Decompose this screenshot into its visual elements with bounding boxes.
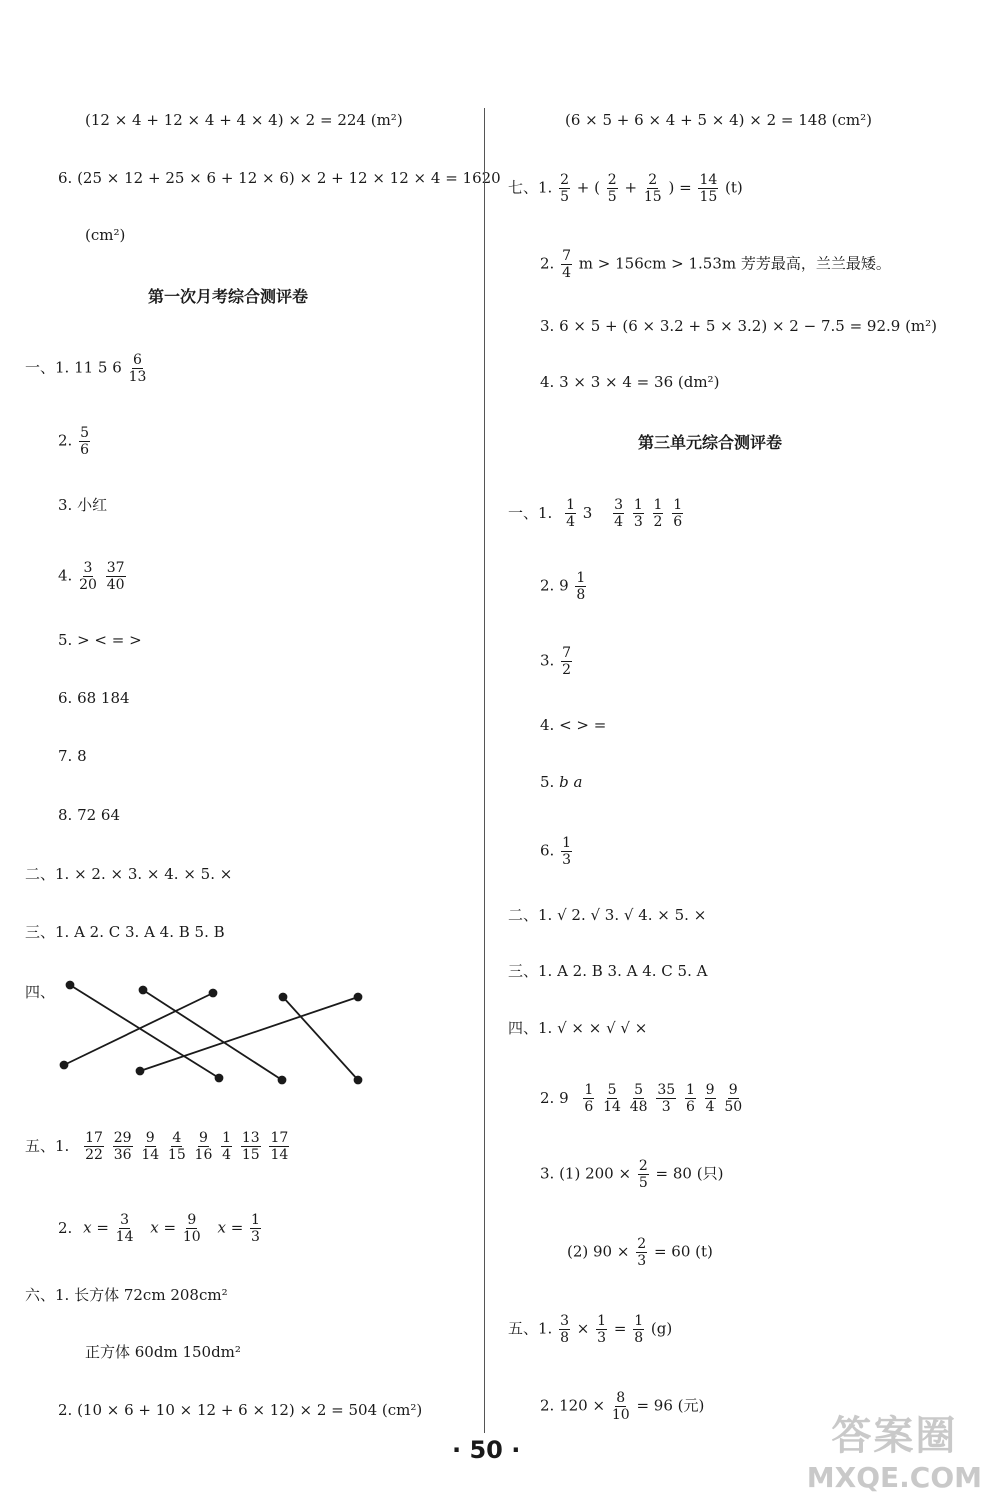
section-title: 第一次月考综合测评卷 bbox=[148, 287, 309, 306]
fraction: $\frac{1}{8}$ bbox=[576, 570, 586, 603]
match-dot bbox=[355, 994, 362, 1001]
fraction: $\frac{4}{15}$ bbox=[167, 1130, 186, 1163]
fraction: $\frac{1}{2}$ bbox=[653, 497, 663, 530]
fraction: $\frac{3}{14}$ bbox=[115, 1212, 134, 1245]
fraction: $\frac{1}{6}$ bbox=[673, 497, 683, 530]
fraction: $\frac{13}{15}$ bbox=[241, 1130, 260, 1163]
match-dot bbox=[61, 1062, 68, 1069]
fraction: $\frac{1}{4}$ bbox=[222, 1130, 232, 1163]
answer-line: 2. x = $\frac{3}{14}$ x = $\frac{9}{10}$ x = $\frac{1}{3}$ bbox=[58, 1212, 260, 1245]
fraction: $\frac{17}{22}$ bbox=[85, 1130, 103, 1163]
answer-line: 2. $\frac{5}{6}$ bbox=[58, 425, 90, 458]
fraction: $\frac{37}{40}$ bbox=[106, 560, 125, 593]
fraction: $\frac{6}{13}$ bbox=[128, 352, 147, 385]
answer-line: 五、1. $\frac{17}{22}$ $\frac{29}{36}$ $\frac{9}{14}$ $\frac{4}{15}$ $\frac{9}{16}$ $\frac{1}{4}$ $\frac{13}{15}$ $\frac{17}{14}$ bbox=[25, 1130, 289, 1163]
fraction: $\frac{2}{5}$ bbox=[607, 172, 617, 205]
answer-line: 4. 3 × 3 × 4 = 36 (dm²) bbox=[540, 373, 720, 391]
answer-line: 2. (10 × 6 + 10 × 12 + 6 × 12) × 2 = 504 (cm²) bbox=[58, 1401, 423, 1419]
answer-line: 3. 小红 bbox=[58, 496, 108, 514]
match-dot bbox=[140, 987, 147, 994]
fraction: $\frac{1}{6}$ bbox=[685, 1082, 695, 1115]
fraction: $\frac{1}{3}$ bbox=[633, 497, 643, 530]
fraction: $\frac{29}{36}$ bbox=[113, 1130, 132, 1163]
fraction: $\frac{2}{5}$ bbox=[638, 1158, 648, 1191]
page-number: · 50 · bbox=[452, 1436, 521, 1464]
answer-line: 2. 120 × $\frac{8}{10}$ = 96 (元) bbox=[540, 1390, 705, 1423]
match-dot bbox=[210, 990, 217, 997]
answer-line: 4. $\frac{3}{20}$ $\frac{37}{40}$ bbox=[58, 560, 125, 593]
answer-line: 3. 6 × 5 + (6 × 3.2 + 5 × 3.2) × 2 − 7.5 = 92.9 (m²) bbox=[540, 317, 938, 335]
answer-line: 6. 68 184 bbox=[58, 689, 130, 707]
matching-lines-diagram bbox=[40, 965, 380, 1095]
answer-line: 六、1. 长方体 72cm 208cm² bbox=[25, 1286, 228, 1304]
matching-line bbox=[70, 985, 219, 1078]
fraction: $\frac{1}{4}$ bbox=[566, 497, 576, 530]
fraction: $\frac{1}{3}$ bbox=[251, 1212, 260, 1245]
answer-line: 三、1. A 2. C 3. A 4. B 5. B bbox=[25, 923, 225, 941]
answer-line: 6. $\frac{1}{3}$ bbox=[540, 835, 572, 868]
answer-line: 4. < > = bbox=[540, 716, 607, 734]
answer-line: 一、1. $\frac{1}{4}$ 3 $\frac{3}{4}$ $\frac{1}{3}$ $\frac{1}{2}$ $\frac{1}{6}$ bbox=[508, 497, 683, 530]
answer-line: 三、1. A 2. B 3. A 4. C 5. A bbox=[508, 962, 708, 980]
fraction: $\frac{2}{3}$ bbox=[637, 1236, 647, 1269]
answer-line: 5. b a bbox=[540, 773, 583, 791]
fraction: $\frac{35}{3}$ bbox=[657, 1082, 676, 1115]
answer-line: 3. (1) 200 × $\frac{2}{5}$ = 80 (只) bbox=[540, 1158, 724, 1191]
matching-line bbox=[140, 997, 358, 1071]
answer-line: 一、1. 11 5 6 $\frac{6}{13}$ bbox=[25, 352, 147, 385]
answer-line: 3. $\frac{7}{2}$ bbox=[540, 645, 572, 678]
fraction: $\frac{1}{3}$ bbox=[597, 1313, 607, 1346]
fraction: $\frac{5}{14}$ bbox=[603, 1082, 621, 1115]
watermark: 答案圈 MXQE.COM bbox=[806, 1413, 982, 1494]
answer-line: 8. 72 64 bbox=[58, 806, 121, 824]
match-dot bbox=[355, 1077, 362, 1084]
fraction: $\frac{3}{4}$ bbox=[614, 497, 624, 530]
fraction: $\frac{8}{10}$ bbox=[611, 1390, 630, 1423]
fraction: $\frac{17}{14}$ bbox=[270, 1130, 289, 1163]
answer-line: 四、 bbox=[25, 983, 56, 1001]
answer-line: (cm²) bbox=[85, 226, 126, 244]
fraction: $\frac{1}{8}$ bbox=[634, 1313, 644, 1346]
section-title: 第三单元综合测评卷 bbox=[638, 433, 783, 452]
answer-line: 四、1. √ × × √ √ × bbox=[508, 1019, 648, 1037]
fraction: $\frac{1}{6}$ bbox=[584, 1082, 594, 1115]
answer-line: (6 × 5 + 6 × 4 + 5 × 4) × 2 = 148 (cm²) bbox=[565, 111, 872, 129]
answer-line: 6. (25 × 12 + 25 × 6 + 12 × 6) × 2 + 12 × 12 × 4 = 1620 bbox=[58, 169, 501, 187]
fraction: $\frac{14}{15}$ bbox=[699, 172, 718, 205]
fraction: $\frac{7}{2}$ bbox=[562, 645, 572, 678]
answer-line: (12 × 4 + 12 × 4 + 4 × 4) × 2 = 224 (m²) bbox=[85, 111, 403, 129]
fraction: $\frac{2}{15}$ bbox=[643, 172, 662, 205]
match-dot bbox=[279, 1077, 286, 1084]
match-dot bbox=[280, 994, 287, 1001]
answer-line: 二、1. × 2. × 3. × 4. × 5. × bbox=[25, 865, 233, 883]
fraction: $\frac{2}{5}$ bbox=[560, 172, 570, 205]
answer-line: 七、1. $\frac{2}{5}$ + ( $\frac{2}{5}$ + $\frac{2}{15}$ ) = $\frac{14}{15}$ (t) bbox=[508, 172, 743, 205]
fraction: $\frac{9}{10}$ bbox=[182, 1212, 201, 1245]
answer-line: (2) 90 × $\frac{2}{3}$ = 60 (t) bbox=[567, 1236, 713, 1269]
fraction: $\frac{1}{3}$ bbox=[562, 835, 572, 868]
match-dot bbox=[67, 982, 74, 989]
answer-line: 正方体 60dm 150dm² bbox=[85, 1343, 241, 1361]
fraction: $\frac{9}{14}$ bbox=[141, 1130, 160, 1163]
answer-line: 二、1. √ 2. √ 3. √ 4. × 5. × bbox=[508, 906, 707, 924]
answer-line: 5. > < = > bbox=[58, 631, 142, 649]
answer-line: 7. 8 bbox=[58, 747, 87, 765]
match-dot bbox=[137, 1068, 144, 1075]
match-dot bbox=[216, 1075, 223, 1082]
answer-line: 五、1. $\frac{3}{8}$ × $\frac{1}{3}$ = $\frac{1}{8}$ (g) bbox=[508, 1313, 673, 1346]
fraction: $\frac{9}{16}$ bbox=[194, 1130, 213, 1163]
answer-line: 2. $\frac{7}{4}$ m > 156cm > 1.53m 芳芳最高，兰兰最矮。 bbox=[540, 248, 891, 281]
fraction: $\frac{9}{4}$ bbox=[705, 1082, 715, 1115]
answer-line: 2. 9 $\frac{1}{6}$ $\frac{5}{14}$ $\frac{5}{48}$ $\frac{35}{3}$ $\frac{1}{6}$ $\frac{9}{4}$ $\frac{9}{50}$ bbox=[540, 1082, 743, 1115]
fraction: $\frac{3}{20}$ bbox=[79, 560, 97, 593]
fraction: $\frac{5}{6}$ bbox=[80, 425, 90, 458]
fraction: $\frac{9}{50}$ bbox=[724, 1082, 743, 1115]
fraction: $\frac{5}{48}$ bbox=[629, 1082, 648, 1115]
fraction: $\frac{7}{4}$ bbox=[562, 248, 572, 281]
column-divider bbox=[484, 108, 485, 1433]
fraction: $\frac{3}{8}$ bbox=[560, 1313, 570, 1346]
answer-line: 2. 9 $\frac{1}{8}$ bbox=[540, 570, 586, 603]
matching-line bbox=[143, 990, 282, 1080]
